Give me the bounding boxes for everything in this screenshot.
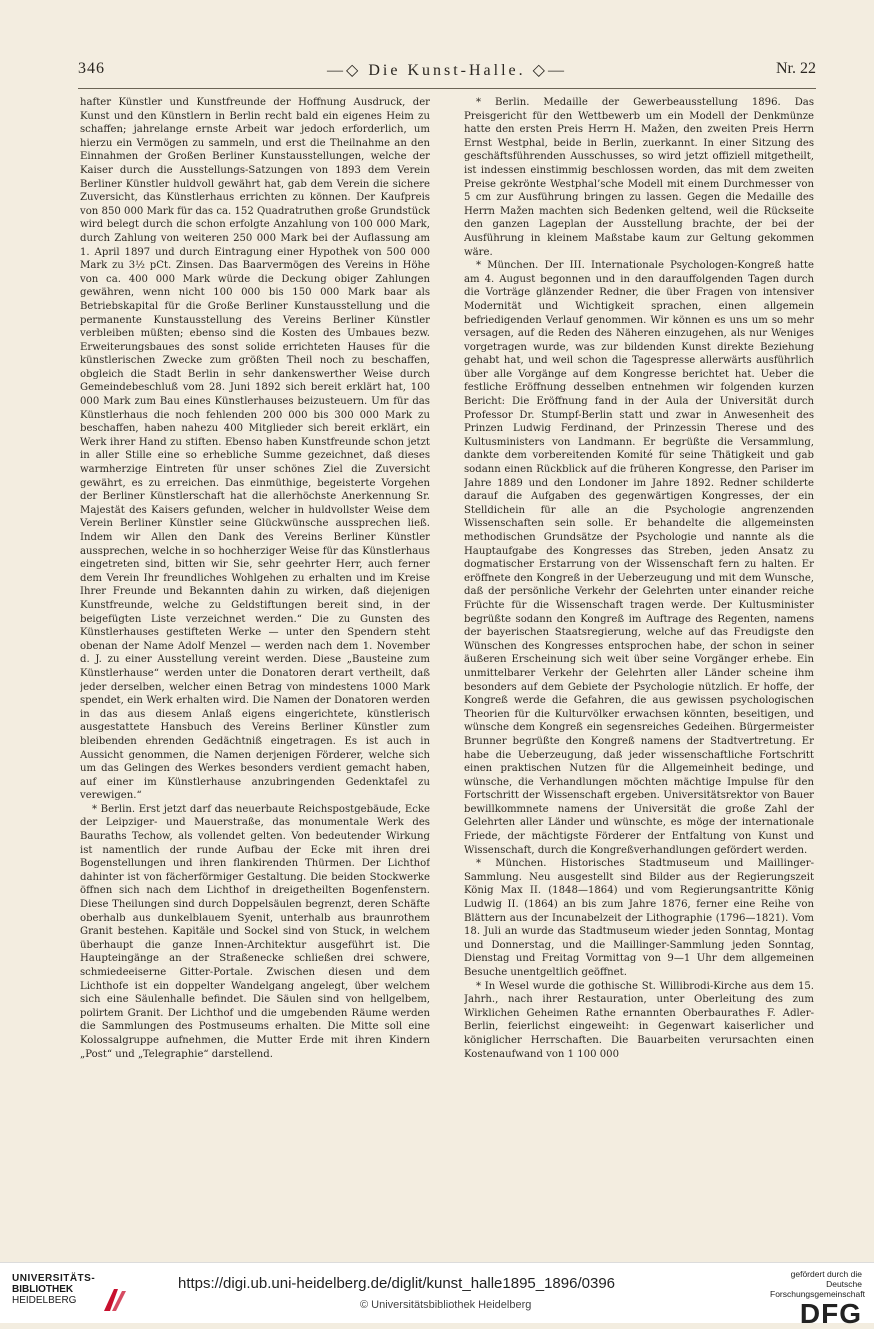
copyright-notice: © Universitätsbibliothek Heidelberg (360, 1299, 532, 1311)
dfg-wordmark: DFG (799, 1298, 862, 1329)
paragraph: * München. Der III. Internationale Psychologen-Kongreß hatte am 4. August begonnen und in den darauffolgenden Tagen durch die Vorträge glänzender Redner, die über Fragen von intensiver Modernität und Wichtigkeit sprachen, einen allgemein befriedigenden Verlauf genommen. Wir können es uns um so mehr versagen, auf die Reden des Näheren einzugehen, als nur Weniges vorgetragen wurde, was zur bildenden Kunst direkte Beziehung gehabt hat, und weil schon die Tagespresse allerwärts ausführlich über alle Vorgänge auf dem Kongresse berichtet hat. Ueber die festliche Eröffnung desselben entnehmen wir folgenden kurzen Bericht: Die Eröffnung fand in der Aula der Universität durch Professor Dr. Stumpf-Berlin statt und zwar in Anwesenheit des Prinzen Ludwig Ferdinand, der Prinzessin Therese und des Kultusministers von Landmann. Er begrüßte die Versammlung, dankte dem vorbereitenden Komité für seine Thätigkeit und gab sodann einen Rückblick auf die früheren Kongresse, den Pariser im Jahre 1889 und den Londoner im Jahre 1892. Redner schilderte darauf die Aufgaben des gegenwärtigen Kongresses, der ein Stelldichein für alle an die Psychologie angrenzenden Wissenschaften sein solle. Er behandelte die allgemeinsten methodischen Grundsätze der Psychologie und nannte als die Hauptaufgabe des Kongresses das Streben, jeden Ansatz zu dogmatischer Erstarrung von der Wissenschaft fern zu halten. Er eröffnete den Kongreß in der Ueberzeugung und mit dem Wunsche, daß der persönliche Verkehr der Gelehrten unter einander reiche Früchte für die Wissenschaft tragen werde. Der Kultusminister begrüßte sodann den Kongreß im Auftrage des Regenten, namens der bayerischen Staatsregierung, welche auf das Freudigste den Wünschen des Kongresses entsprochen habe, der schon in seiner äußeren Erscheinung sich weit über seine Vorgänger erhebe. Ein unmittelbarer Verkehr der Gelehrten aller Länder scheine ihm besonders auf dem Gebiete der Psychologie nützlich. Er hoffe, der Kongreß werde die Gefahren, die aus gewissen psychologischen Theorien für die Kulturvölker erwachsen könnten, beseitigen, und wünsche dem Kongreß ein segensreiches Gedeihen. Bürgermeister Brunner begrüßte den Kongreß namens der Stadtvertretung. Er habe die Ueberzeugung, daß jeder wissenschaftliche Fortschritt einen praktischen Nutzen für die Allgemeinheit bedinge, und wünsche, die Verhandlungen möchten mächtige Impulse für den Fortschritt der Wissenschaft ergeben. Universitätsrektor von Bauer bewillkommnete namens der Universität die große Zahl der Gelehrten aller Länder und wünschte, es möge der internationale Friede, der mächtigste Förderer der Entfaltung von Kunst und Wissenschaft, durch die Kongreßverhandlungen gefördert werden. (464, 260, 814, 856)
library-name-line1: UNIVERSITÄTS- (12, 1273, 96, 1284)
permalink-url[interactable]: https://digi.ub.uni-heidelberg.de/diglit/kunst_halle1895_1896/0396 (178, 1275, 615, 1292)
paragraph: * Berlin. Medaille der Gewerbeausstellung 1896. Das Preisgericht für den Wettbewerb um ein Modell der Denkmünze hatte den ersten Preis Herrn H. Mažen, den zweiten Preis Herrn Ernst Westphal, beide in Berlin, zuerkannt. In einer Sitzung des geschäftsführenden Ausschusses, so wird jetzt offiziell mitgetheilt, ist indessen einstimmig beschlossen worden, das mit dem zweiten Preise gekrönte Westphal’sche Modell mit einem Durchmesser von 5 cm zur Ausführung bringen zu lassen. Gegen die Medaille des Herrn Mažen machten sich Bedenken geltend, weil die Rückseite den ganzen Lageplan der Ausstellung brachte, der bei der Ausführung in kleinem Maßstabe kaum zur Geltung gekommen wäre. (464, 97, 814, 258)
library-name-line2: BIBLIOTHEK (12, 1284, 74, 1295)
header-rule (78, 88, 816, 89)
running-header (78, 60, 816, 86)
library-name-line3: HEIDELBERG (12, 1295, 77, 1306)
left-column (80, 96, 430, 1186)
issue-number: Nr. 22 (776, 60, 816, 77)
library-emblem-icon (100, 1285, 130, 1315)
journal-title: —◇ Die Kunst-Halle. ◇— (327, 62, 567, 79)
paragraph: * München. Historisches Stadtmuseum und Maillinger-Sammlung. Neu ausgestellt sind Bilder aus der Regierungszeit König Max II. (1848—1864) und vom Regierungsantritte König Ludwig II. (1864) an bis zum Jahre 1876, ferner eine Reihe von Blättern aus der Incunabelzeit der Lithographie (1796—1821). Vom 18. Juli an wurde das Stadtmuseum wieder jeden Sonntag, Montag und Donnerstag, und die Maillinger-Sammlung jeden Sonntag, Dienstag und Freitag Vormittag von 9—1 Uhr dem allgemeinen Besuche unentgeltlich geöffnet. (464, 858, 814, 978)
funder-note-line1: gefördert durch die (790, 1269, 862, 1279)
page-number: 346 (78, 60, 105, 77)
paragraph: * In Wesel wurde die gothische St. Willibrodi-Kirche aus dem 15. Jahrh., nach ihrer Restauration, unter Oberleitung des zum Wirklichen Geheimen Rathe ernannten Oberbaurathes F. Adler-Berlin, feierlichst eingeweiht: in Gegenwart kaiserlicher und königlicher Herrschaften. Die Bauarbeiten verursachten einen Kostenaufwand von 1 100 000 (464, 980, 814, 1060)
funder-note-line3: Forschungsgemeinschaft (770, 1289, 865, 1299)
paragraph: * Berlin. Erst jetzt darf das neuerbaute Reichspostgebäude, Ecke der Leipziger- und Mauerstraße, das monumentale Werk des Bauraths Techow, als vollendet gelten. Von bedeutender Wirkung ist namentlich der runde Aufbau der Ecke mit ihren drei Bogenstellungen und ihren flankirenden Thürmen. Der Lichthof dahinter ist von fächerförmiger Gestaltung. Die beiden Stockwerke öffnen sich nach dem Lichthof in dreigetheilten Bogenfenstern. Diese Theilungen sind durch Doppelsäulen begrenzt, deren Schäfte oberhalb aus dunkelblauem Syenit, unterhalb aus braunrothem Granit bestehen. Kapitäle und Sockel sind von Stuck, in welchem überhaupt die ganze Innen-Architektur ausgeführt ist. Die Haupteingänge an der Straßenecke schließen drei schwere, schmiedeeiserne Gitter-Portale. Zwischen diesen und dem Lichthofe ist ein doppelter Wandelgang angelegt, über welchem sich eine Säulenhalle befindet. Die Säulen sind von hellgelbem, polirtem Granit. Der Lichthof und die umgebenden Räume werden die Sammlungen des Postmuseums erhalten. Die Mitte soll eine Kolossalgruppe aufnehmen, die Mutter Erde mit ihren Kindern „Post“ und „Telegraphie“ darstellend. (80, 803, 430, 1060)
right-column (464, 96, 814, 1186)
funder-logo[interactable] (770, 1269, 870, 1329)
library-logo[interactable] (12, 1273, 152, 1315)
viewer-footer (0, 1262, 874, 1329)
funder-note-line2: Deutsche (826, 1279, 862, 1289)
paragraph: hafter Künstler und Kunstfreunde der Hoffnung Ausdruck, der Kunst und den Künstlern in Berlin recht bald ein eigenes Heim zu schaffen; jahrelange ernste Arbeit war jedoch erforderlich, um hierzu ein Vermögen zu sammeln, und erst die Theilnahme an den Einnahmen der Großen Berliner Kunstausstellungen, welche der Kaiser durch die Ausstellungs-Satzungen von 1893 dem Verein Berliner Künstler huldvoll gewährt hat, gab dem Verein die sichere Zuversicht, das Künstlerhaus errichten zu können. Der Kaufpreis von 850 000 Mark für das ca. 152 Quadratruthen große Grundstück wird belegt durch die schon erfolgte Anzahlung von 100 000 Mark, durch Zahlung von weiteren 250 000 Mark bei der Auflassung am 1. April 1897 und durch Eintragung einer Hypothek von 500 000 Mark zu 3½ pCt. Zinsen. Das Baarvermögen des Vereins in Höhe von ca. 400 000 Mark würde die Deckung obiger Zahlungen gewähren, wenn nicht 100 000 bis 150 000 Mark baar als Betriebskapital für die Große Berliner Kunstausstellung und die permanente Kunstausstellung des Vereins Berliner Künstler verbleiben müßten; ebenso sind die Kosten des Umbaues bezw. Erweiterungsbaues des sonst solide errichteten Hauses für die künstlerischen Zwecke zum größten Theil noch zu beschaffen, obgleich die Stadt Berlin in sehr dankenswerther Weise durch Gemeindebeschluß vom 28. Juni 1892 sich bereit erklärt hat, 100 000 Mark zum Bau eines Künstlerhauses beizusteuern. Um für das Künstlerhaus die noch fehlenden 200 000 bis 300 000 Mark zu beschaffen, haben nahezu 400 Mitglieder sich bereit erklärt, ein Werk ihrer Hand zu stiften. Ebenso haben Kunstfreunde schon jetzt in aller Stille eine so erhebliche Summe gezeichnet, daß dieses warmherzige Eintreten für unser schönes Ziel die Zuversicht gewährt, es zu erreichen. Das einmüthige, begeisterte Vorgehen der Berliner Künstlerschaft hat die allerhöchste Anerkennung Sr. Majestät des Kaisers gefunden, welcher in huldvollster Weise dem Verein Berliner Künstler seine Glückwünsche aussprechen ließ. Indem wir Allen den Dank des Vereins Berliner Künstler aussprechen, welche in so hochherziger Weise für das Künstlerhaus eingetreten sind, bitten wir Sie, sehr geehrter Herr, auch ferner dem Verein Ihr freundliches Wohlgehen zu erhalten und im Kreise Ihrer Freunde und Bekannten dahin zu wirken, daß diejenigen Kunstfreunde, welche zu Geldstiftungen bereit sind, in der beigefügten Liste verzeichnet werden.“ Die zu Gunsten des Künstlerhauses gestifteten Werke — unter den Spendern steht obenan der Name Adolf Menzel — werden nach dem 1. November d. J. zu einer Ausstellung vereint werden. Diese „Bausteine zum Künstlerhause“ werden unter die Donatoren derart vertheilt, daß jeder derselben, welcher einen Betrag von mindestens 1000 Mark spendet, ein Werk erhalten wird. Die Namen der Donatoren werden in das aus diesem Anlaß eigens eingerichtete, künstlerisch ausgestattete Hansbuch des Vereins Berliner Künstler zum bleibenden ehrenden Gedächtniß eingetragen. Es ist auch in Aussicht genommen, die Namen derjenigen Förderer, welche sich um das Gelingen des Werkes besonders verdient gemacht haben, auf einer im Künstlerhause anzubringenden Gedenktafel zu verewigen.“ (80, 97, 430, 802)
